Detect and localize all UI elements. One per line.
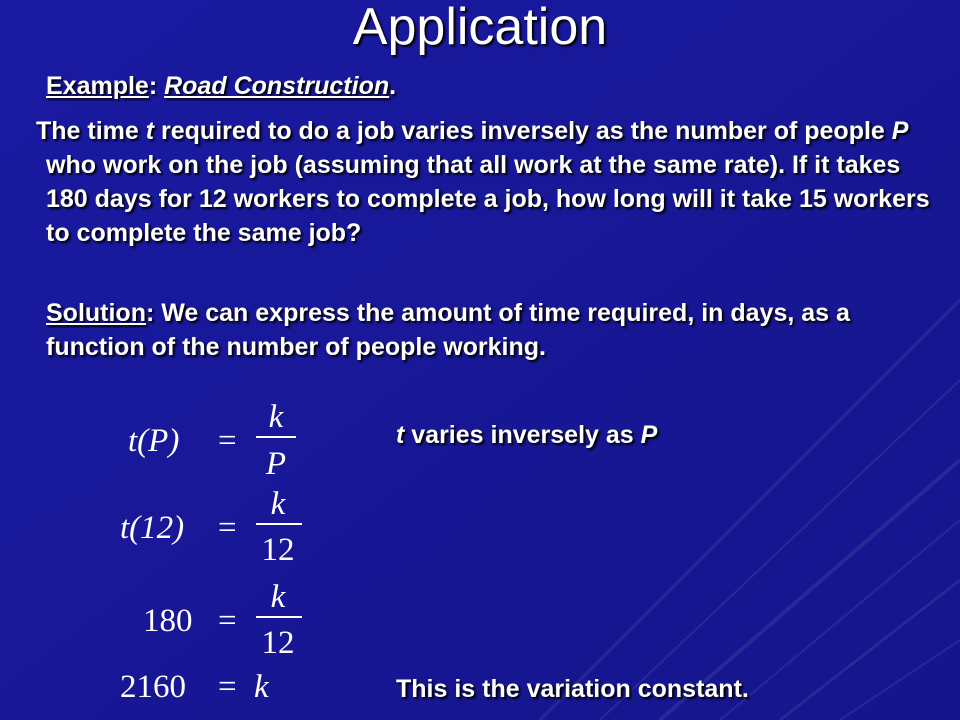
equation-3-lhs: 180 [143, 603, 193, 639]
example-label: Example [46, 72, 149, 100]
equation-4-rhs: k [254, 669, 269, 705]
equation-2-lhs: t(12) [120, 510, 185, 546]
example-name: Road Construction [164, 72, 390, 100]
equation-1-equals: = [218, 423, 237, 459]
equation-3-equals: = [218, 603, 237, 639]
solution-label: Solution [46, 299, 146, 327]
equation-3-denominator: 12 [261, 625, 295, 661]
example-period: . [389, 72, 397, 100]
equation-1-lhs: t(P) [128, 423, 180, 459]
equation-4-note: This is the variation constant. [396, 675, 749, 703]
problem-statement: The time t required to do a job varies inversely as the number of people P who work on the job (assuming that all work at the same rate). If it takes 180 days for 12 workers to complete a job, how long will it take 15 workers to complete the same job? [36, 117, 930, 247]
equation-1 [128, 399, 296, 482]
equation-3 [143, 579, 302, 661]
solution-text: : We can express the amount of time required, in days, as a function of the number of people working. [46, 299, 850, 361]
example-colon: : [148, 72, 158, 100]
equation-2-denominator: 12 [261, 532, 295, 568]
equation-1-denominator: P [265, 446, 287, 482]
equation-4-lhs: 2160 [120, 669, 186, 705]
equation-1-numerator: k [268, 399, 284, 435]
equation-4-equals: = [218, 669, 237, 705]
equation-2 [120, 486, 302, 568]
equation-4 [120, 669, 270, 705]
equation-1-note: t varies inversely as P [396, 421, 658, 449]
equation-2-numerator: k [270, 486, 286, 522]
equation-3-numerator: k [270, 579, 286, 615]
slide-title: Application [352, 0, 608, 56]
equation-2-equals: = [218, 510, 237, 546]
